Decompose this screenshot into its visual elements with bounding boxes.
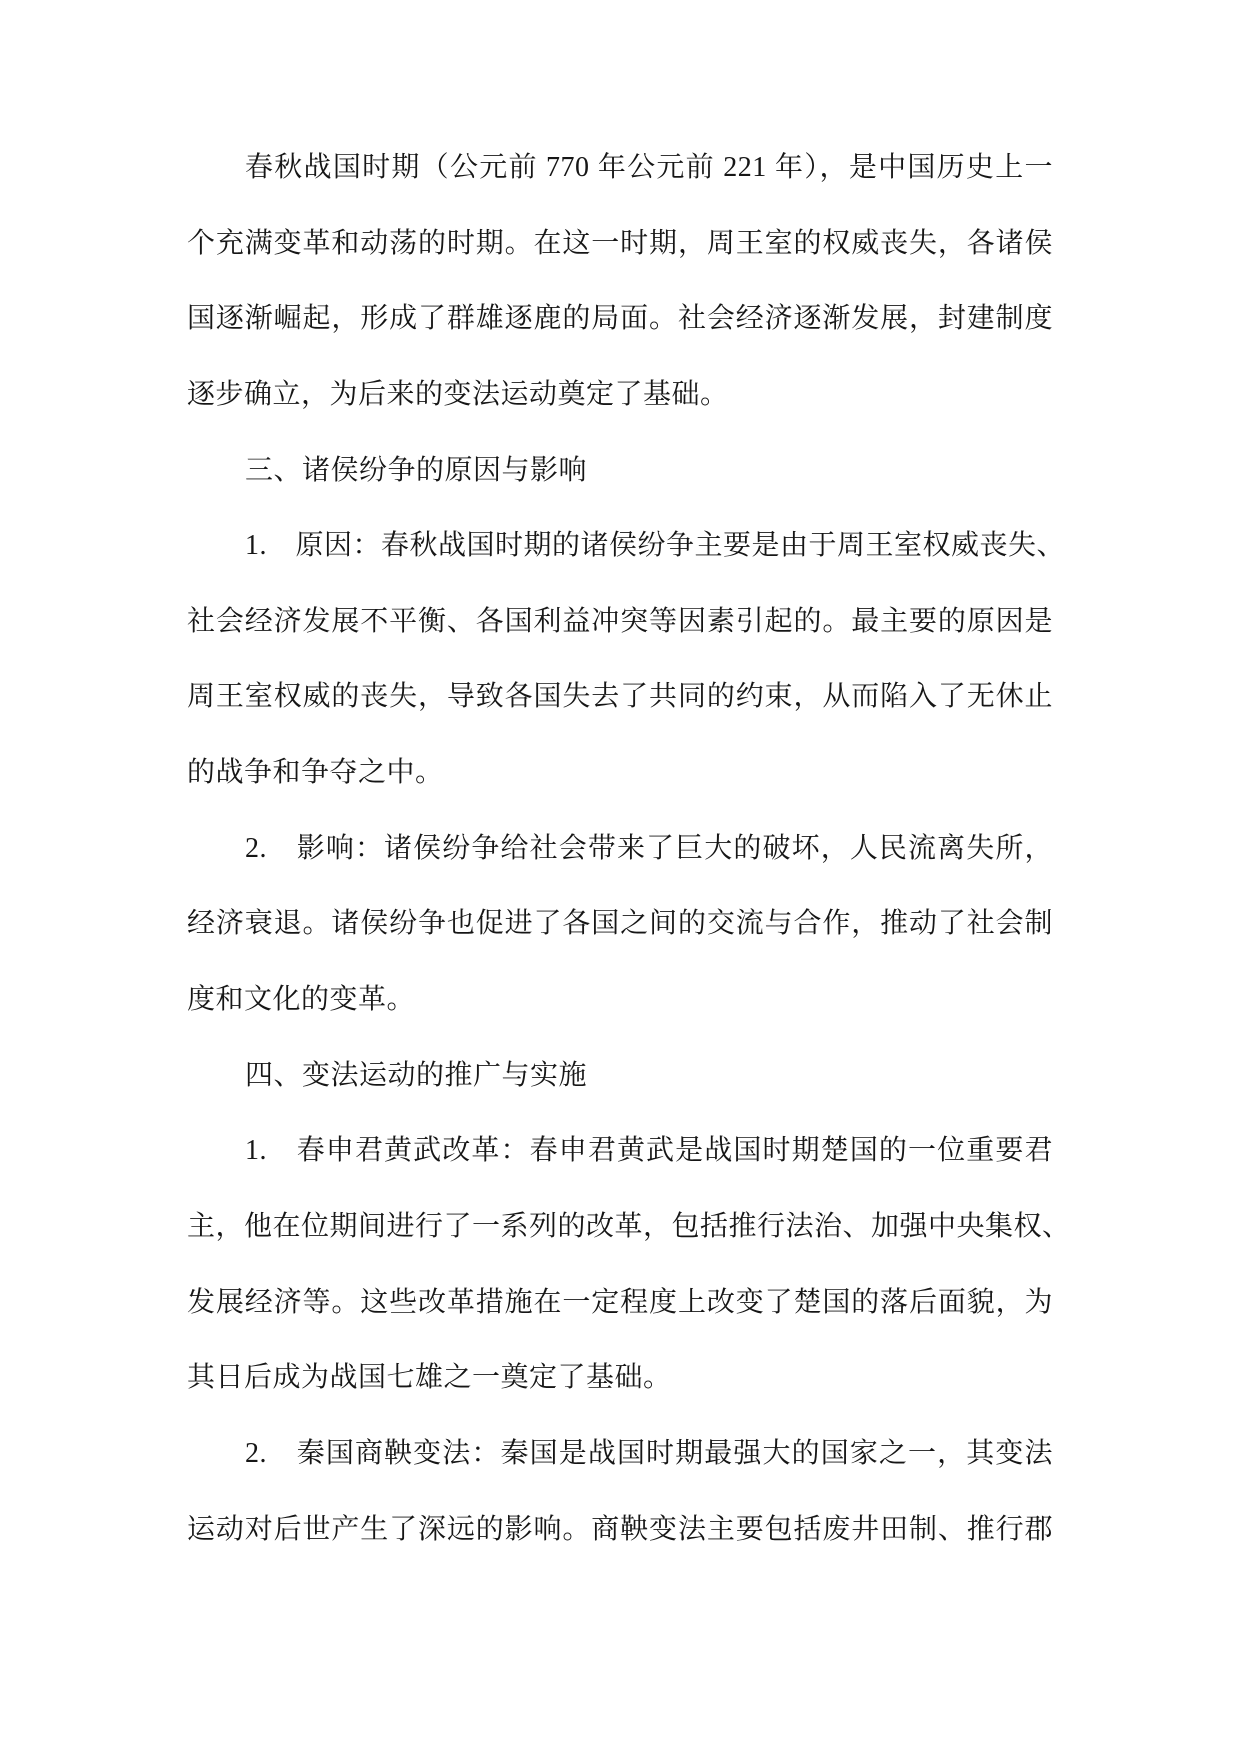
text-line: 1. 春申君黄武改革：春申君黄武是战国时期楚国的一位重要君 [245,1135,1053,1167]
text-line: 的战争和争夺之中。 [187,757,444,789]
paragraph [187,130,1053,433]
text-line: 2. 影响：诸侯纷争给社会带来了巨大的破坏，人民流离失所， [245,832,1053,864]
section-heading [187,433,1053,509]
paragraph [187,1416,1053,1567]
text-line: 2. 秦国商鞅变法：秦国是战国时期最强大的国家之一，其变法 [245,1437,1053,1469]
text-line: 国逐渐崛起，形成了群雄逐鹿的局面。社会经济逐渐发展，封建制度 [187,303,1053,335]
paragraph [187,508,1066,811]
section-heading [187,1038,1053,1114]
heading-line: 四、变法运动的推广与实施 [245,1059,588,1091]
text-line: 个充满变革和动荡的时期。在这一时期，周王室的权威丧失，各诸侯 [187,227,1053,259]
text-line: 逐步确立，为后来的变法运动奠定了基础。 [187,378,729,410]
heading-line: 三、诸侯纷争的原因与影响 [245,454,588,486]
text-line: 周王室权威的丧失，导致各国失去了共同的约束，从而陷入了无休止 [187,681,1053,713]
text-line: 1. 原因：春秋战国时期的诸侯纷争主要是由于周王室权威丧失、 [245,530,1066,562]
text-line: 运动对后世产生了深远的影响。商鞅变法主要包括废井田制、推行郡 [187,1513,1053,1545]
text-line: 春秋战国时期（公元前 770 年公元前 221 年），是中国历史上一 [245,152,1053,183]
paragraph [187,811,1053,1038]
text-content [187,130,1071,1567]
text-line: 社会经济发展不平衡、各国利益冲突等因素引起的。最主要的原因是 [187,605,1053,637]
text-line: 经济衰退。诸侯纷争也促进了各国之间的交流与合作，推动了社会制 [187,908,1053,940]
text-line: 主，他在位期间进行了一系列的改革，包括推行法治、加强中央集权、 [187,1210,1071,1242]
text-line: 其日后成为战国七雄之一奠定了基础。 [187,1362,672,1394]
text-line: 发展经济等。这些改革措施在一定程度上改变了楚国的落后面貌，为 [187,1286,1053,1318]
text-line: 度和文化的变革。 [187,984,416,1016]
paragraph [187,1113,1071,1416]
